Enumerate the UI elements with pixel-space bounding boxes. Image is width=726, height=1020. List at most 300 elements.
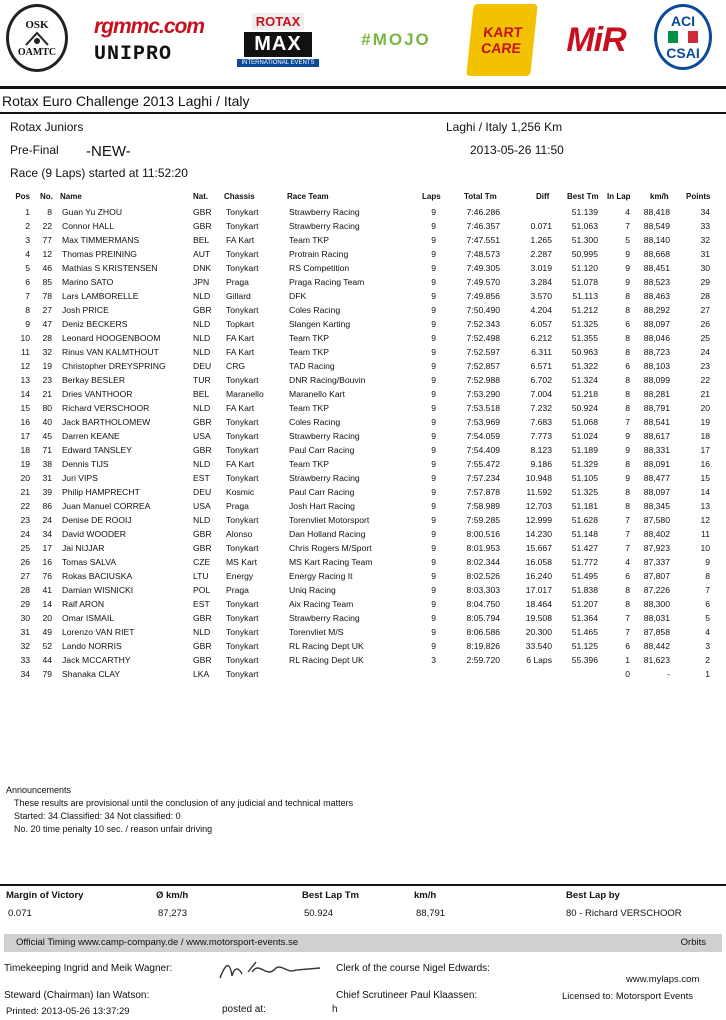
cell-laps: 9 xyxy=(431,543,436,553)
cell-kmh: 88,046 xyxy=(643,333,670,343)
avg-speed-label: Ø km/h xyxy=(156,890,189,901)
cell-no: 44 xyxy=(42,655,52,665)
cell-best: 51.063 xyxy=(571,221,598,231)
cell-best: 51.120 xyxy=(571,263,598,273)
cell-inlap: 9 xyxy=(625,473,630,483)
cell-diff: 4.204 xyxy=(530,305,552,315)
cell-points: 28 xyxy=(700,291,710,301)
cell-points: 23 xyxy=(700,361,710,371)
cell-chassis: Maranello xyxy=(226,389,264,399)
cell-points: 8 xyxy=(705,571,710,581)
cell-pos: 32 xyxy=(20,641,30,651)
cell-team: Maranello Kart xyxy=(289,389,345,399)
cell-inlap: 7 xyxy=(625,613,630,623)
cell-nat: GBR xyxy=(193,655,212,665)
cell-total: 8:01.953 xyxy=(466,543,500,553)
cell-inlap: 7 xyxy=(625,515,630,525)
cell-team: Aix Racing Team xyxy=(289,599,354,609)
cell-kmh: 88,300 xyxy=(643,599,670,609)
cell-laps: 9 xyxy=(431,417,436,427)
cell-pos: 30 xyxy=(20,613,30,623)
cell-pos: 20 xyxy=(20,473,30,483)
clerk-of-course: Clerk of the course Nigel Edwards: xyxy=(336,963,490,974)
cell-nat: NLD xyxy=(193,333,211,343)
cell-team: Strawberry Racing xyxy=(289,473,360,483)
cell-chassis: FA Kart xyxy=(226,459,255,469)
cell-nat: GBR xyxy=(193,445,212,455)
table-row xyxy=(0,220,726,234)
cell-chassis: Kosmic xyxy=(226,487,255,497)
cell-pos: 14 xyxy=(20,389,30,399)
col-diff: Diff xyxy=(536,192,550,201)
cell-team: Slangen Karting xyxy=(289,319,351,329)
steward: Steward (Chairman) Ian Watson: xyxy=(4,990,150,1001)
cell-pos: 16 xyxy=(20,417,30,427)
cell-team: Team TKP xyxy=(289,235,329,245)
cell-team: Team TKP xyxy=(289,403,329,413)
status-new: -NEW- xyxy=(86,143,131,160)
cell-laps: 9 xyxy=(431,599,436,609)
col-kmh: km/h xyxy=(650,192,669,201)
cell-best: 50.995 xyxy=(571,249,598,259)
cell-inlap: 8 xyxy=(625,333,630,343)
cell-nat: JPN xyxy=(193,277,210,287)
best-lap-by-label: Best Lap by xyxy=(566,890,620,901)
cell-inlap: 8 xyxy=(625,375,630,385)
cell-nat: GBR xyxy=(193,305,212,315)
table-row xyxy=(0,248,726,262)
cell-points: 18 xyxy=(700,431,710,441)
cell-best: 51.113 xyxy=(572,291,598,301)
best-lap-by-value: 80 - Richard VERSCHOOR xyxy=(566,908,682,919)
table-row xyxy=(0,318,726,332)
cell-name: Lorenzo VAN RIET xyxy=(62,627,135,637)
cell-nat: DNK xyxy=(193,263,212,273)
cell-chassis: Energy xyxy=(226,571,254,581)
table-row xyxy=(0,388,726,402)
cell-chassis: Tonykart xyxy=(226,655,259,665)
cell-chassis: Tonykart xyxy=(226,221,259,231)
sponsor-logos xyxy=(0,0,726,86)
cell-nat: GBR xyxy=(193,221,212,231)
cell-name: Mathias S KRISTENSEN xyxy=(62,263,158,273)
table-row xyxy=(0,346,726,360)
best-lap-label: Best Lap Tm xyxy=(302,890,360,901)
cell-kmh: 88,418 xyxy=(643,207,670,217)
cell-pos: 17 xyxy=(20,431,30,441)
table-row xyxy=(0,584,726,598)
cell-total: 7:54.059 xyxy=(466,431,500,441)
rotax-logo-text: ROTAX xyxy=(252,13,305,30)
mojo-logo-text: #MOJO xyxy=(361,30,431,49)
cell-team: Coles Racing xyxy=(289,417,341,427)
cell-laps: 3 xyxy=(431,655,436,665)
table-row xyxy=(0,444,726,458)
cell-kmh: 88,617 xyxy=(643,431,670,441)
cell-diff: 12.999 xyxy=(525,515,552,525)
cell-laps: 9 xyxy=(431,235,436,245)
max-logo-text: MAX xyxy=(244,32,311,57)
class-name: Rotax Juniors xyxy=(10,120,84,134)
aci-csai-logo xyxy=(654,4,712,70)
orbits-text: Orbits xyxy=(680,937,706,948)
cell-diff: 17.017 xyxy=(525,585,552,595)
cell-nat: GBR xyxy=(193,641,212,651)
cell-no: 12 xyxy=(42,249,52,259)
cell-inlap: 8 xyxy=(625,599,630,609)
cell-pos: 29 xyxy=(20,599,30,609)
cell-no: 17 xyxy=(42,543,52,553)
announcement-line: Started: 34 Classified: 34 Not classified: 0 xyxy=(14,811,181,821)
cell-name: Marino SATO xyxy=(62,277,114,287)
cell-chassis: Tonykart xyxy=(226,375,259,385)
official-timing-text: Official Timing www.camp-company.de / www.motorsport-events.se xyxy=(16,937,299,948)
cell-kmh: 87,923 xyxy=(643,543,670,553)
cell-points: 3 xyxy=(705,641,710,651)
best-lap-speed-value: 88,791 xyxy=(416,908,446,919)
cell-inlap: 4 xyxy=(625,207,630,217)
cell-name: Juri VIPS xyxy=(62,473,98,483)
cell-team: Praga Racing Team xyxy=(289,277,365,287)
table-row xyxy=(0,528,726,542)
cell-total: 7:50.490 xyxy=(466,305,500,315)
table-row xyxy=(0,374,726,388)
cell-team: Team TKP xyxy=(289,459,329,469)
cell-total: 7:53.518 xyxy=(466,403,500,413)
cell-nat: LTU xyxy=(193,571,209,581)
col-best: Best Tm xyxy=(567,192,599,201)
cell-no: 86 xyxy=(42,501,52,511)
mojo-logo xyxy=(340,4,452,76)
table-row xyxy=(0,360,726,374)
osk-logo-text: OSK xyxy=(25,18,49,31)
cell-inlap: 7 xyxy=(625,627,630,637)
cell-pos: 4 xyxy=(25,249,30,259)
cell-chassis: MS Kart xyxy=(226,557,258,567)
cell-points: 12 xyxy=(700,515,710,525)
table-row xyxy=(0,570,726,584)
cell-team: Team TKP xyxy=(289,333,329,343)
cell-no: 27 xyxy=(42,305,52,315)
cell-no: 40 xyxy=(42,417,52,427)
cell-kmh: 88,099 xyxy=(643,375,670,385)
cell-team: Energy Racing It xyxy=(289,571,353,581)
table-row xyxy=(0,542,726,556)
cell-chassis: FA Kart xyxy=(226,333,255,343)
cell-best: 51.300 xyxy=(571,235,598,245)
cell-laps: 9 xyxy=(431,319,436,329)
table-row xyxy=(0,472,726,486)
cell-points: 25 xyxy=(700,333,710,343)
cell-diff: 14.230 xyxy=(525,529,552,539)
cell-nat: LKA xyxy=(193,669,210,679)
cell-chassis: Tonykart xyxy=(226,305,259,315)
cell-pos: 8 xyxy=(25,305,30,315)
cell-points: 14 xyxy=(700,487,710,497)
cell-no: 34 xyxy=(42,529,52,539)
cell-pos: 11 xyxy=(21,347,30,357)
cell-total: 7:52.988 xyxy=(466,375,500,385)
cell-laps: 9 xyxy=(431,249,436,259)
table-row xyxy=(0,304,726,318)
cell-kmh: 88,281 xyxy=(643,389,670,399)
cell-best: 51.024 xyxy=(571,431,598,441)
cell-chassis: FA Kart xyxy=(226,403,255,413)
cell-total: 7:49.856 xyxy=(466,291,500,301)
cell-pos: 10 xyxy=(20,333,30,343)
cell-team: DFK xyxy=(289,291,307,301)
col-pos: Pos xyxy=(15,192,30,201)
cell-kmh: 87,858 xyxy=(643,627,670,637)
cell-kmh: 88,442 xyxy=(643,641,670,651)
cell-kmh: 88,402 xyxy=(643,529,670,539)
cell-points: 2 xyxy=(705,655,710,665)
posted-at-label: posted at: xyxy=(222,1004,266,1015)
cell-chassis: Gillard xyxy=(226,291,251,301)
mylaps-url: www.mylaps.com xyxy=(626,974,700,985)
cell-best: 50.963 xyxy=(571,347,598,357)
col-inlap: In Lap xyxy=(607,192,631,201)
cell-diff: 3.570 xyxy=(530,291,552,301)
table-row xyxy=(0,332,726,346)
cell-no: 23 xyxy=(42,375,52,385)
cell-name: Josh PRICE xyxy=(62,305,109,315)
rotax-max-challenge-logo xyxy=(232,4,324,76)
cell-pos: 31 xyxy=(20,627,30,637)
cell-total: 8:02.344 xyxy=(466,557,500,567)
table-row xyxy=(0,290,726,304)
cell-nat: TUR xyxy=(193,375,211,385)
cell-chassis: Tonykart xyxy=(226,249,259,259)
cell-nat: AUT xyxy=(193,249,211,259)
cell-diff: 8.123 xyxy=(530,445,552,455)
cell-name: Juan Manuel CORREA xyxy=(62,501,151,511)
cell-name: Edward TANSLEY xyxy=(62,445,132,455)
cell-total: 7:48.573 xyxy=(466,249,500,259)
cell-inlap: 6 xyxy=(625,641,630,651)
cell-best: 51.207 xyxy=(571,599,598,609)
cell-no: 8 xyxy=(47,207,52,217)
cell-diff: 6.311 xyxy=(531,347,552,357)
cell-points: 4 xyxy=(705,627,710,637)
cell-team: Coles Racing xyxy=(289,305,341,315)
cell-nat: NLD xyxy=(193,515,211,525)
cell-inlap: 9 xyxy=(625,263,630,273)
cell-points: 34 xyxy=(700,207,710,217)
cell-name: Christopher DREYSPRING xyxy=(62,361,166,371)
cell-name: David WOODER xyxy=(62,529,126,539)
cell-laps: 9 xyxy=(431,501,436,511)
cell-team: Strawberry Racing xyxy=(289,207,360,217)
race-info: Race (9 Laps) started at 11:52:20 xyxy=(10,166,188,180)
cell-total: 8:06.586 xyxy=(466,627,500,637)
cell-diff: 7.773 xyxy=(530,431,552,441)
cell-nat: GBR xyxy=(193,417,212,427)
cell-chassis: FA Kart xyxy=(226,235,255,245)
osk-oamtc-logo xyxy=(6,4,68,72)
cell-name: Dennis TIJS xyxy=(62,459,109,469)
cell-best: 51.329 xyxy=(571,459,598,469)
cell-chassis: Tonykart xyxy=(226,543,259,553)
margin-label: Margin of Victory xyxy=(6,890,84,901)
official-timing-bar xyxy=(4,934,722,952)
venue: Laghi / Italy 1,256 Km xyxy=(446,120,563,134)
cell-laps: 9 xyxy=(431,473,436,483)
cell-pos: 25 xyxy=(20,543,30,553)
cell-kmh: 88,140 xyxy=(643,235,670,245)
announcement-line: No. 20 time penalty 10 sec. / reason unfair driving xyxy=(14,824,213,834)
cell-points: 17 xyxy=(700,445,710,455)
cell-total: 8:02.526 xyxy=(466,571,500,581)
cell-total: 7:59.285 xyxy=(466,515,500,525)
cell-diff: 11.592 xyxy=(526,487,552,497)
cell-points: 26 xyxy=(700,319,710,329)
cell-diff: 7.232 xyxy=(530,403,552,413)
cell-nat: GBR xyxy=(193,543,212,553)
cell-name: Jai NIJJAR xyxy=(62,543,105,553)
cell-no: 78 xyxy=(42,291,52,301)
cell-nat: DEU xyxy=(193,361,212,371)
aci-logo-text: ACI xyxy=(670,13,696,29)
csai-logo-text: CSAI xyxy=(666,45,700,61)
mir-logo-text: MiR xyxy=(566,20,626,59)
cell-kmh: 87,226 xyxy=(643,585,670,595)
cell-best: 51.324 xyxy=(571,375,598,385)
cell-laps: 9 xyxy=(431,487,436,497)
cell-best: 51.148 xyxy=(571,529,598,539)
cell-total: 7:54.409 xyxy=(466,445,500,455)
cell-laps: 9 xyxy=(431,431,436,441)
cell-pos: 22 xyxy=(20,501,30,511)
cell-team: Strawberry Racing xyxy=(289,221,360,231)
cell-laps: 9 xyxy=(431,641,436,651)
cell-name: Lars LAMBORELLE xyxy=(62,291,139,301)
cell-inlap: 8 xyxy=(625,501,630,511)
cell-laps: 9 xyxy=(431,291,436,301)
table-row xyxy=(0,514,726,528)
cell-inlap: 8 xyxy=(625,585,630,595)
cell-points: 24 xyxy=(700,347,710,357)
table-row xyxy=(0,654,726,668)
cell-no: 16 xyxy=(42,557,52,567)
cell-inlap: 1 xyxy=(625,655,630,665)
cell-kmh: 88,477 xyxy=(643,473,670,483)
cell-pos: 21 xyxy=(20,487,30,497)
cell-inlap: 4 xyxy=(625,557,630,567)
cell-best: 51.139 xyxy=(571,207,598,217)
cell-team: Josh Hart Racing xyxy=(289,501,355,511)
cell-diff: 3.284 xyxy=(530,277,552,287)
cell-laps: 9 xyxy=(431,263,436,273)
cell-diff: 6.702 xyxy=(530,375,552,385)
cell-kmh: 81,623 xyxy=(643,655,670,665)
cell-total: 7:46.286 xyxy=(466,207,500,217)
cell-name: Philip HAMPRECHT xyxy=(62,487,140,497)
cell-chassis: Tonykart xyxy=(226,641,259,651)
cell-best: 51.105 xyxy=(571,473,598,483)
cell-nat: NLD xyxy=(193,319,211,329)
posted-at-value: h xyxy=(332,1004,338,1015)
session-datetime: 2013-05-26 11:50 xyxy=(470,143,564,157)
cell-points: 30 xyxy=(700,263,710,273)
cell-pos: 23 xyxy=(20,515,30,525)
cell-nat: NLD xyxy=(193,403,211,413)
table-row xyxy=(0,416,726,430)
cell-total: 8:19.826 xyxy=(466,641,500,651)
cell-no: 85 xyxy=(42,277,52,287)
cell-nat: GBR xyxy=(193,529,212,539)
cell-inlap: 8 xyxy=(625,347,630,357)
cell-laps: 9 xyxy=(431,333,436,343)
cell-inlap: 0 xyxy=(625,669,630,679)
cell-laps: 9 xyxy=(431,375,436,385)
cell-nat: GBR xyxy=(193,613,212,623)
cell-team: DNR Racing/Bouvin xyxy=(289,375,366,385)
cell-total: 7:47.551 xyxy=(466,235,500,245)
table-row xyxy=(0,598,726,612)
cell-pos: 27 xyxy=(20,571,30,581)
cell-best: 51.181 xyxy=(571,501,598,511)
cell-no: 28 xyxy=(42,333,52,343)
cell-chassis: Tonykart xyxy=(226,445,259,455)
cell-chassis: FA Kart xyxy=(226,347,255,357)
cell-name: Berkay BESLER xyxy=(62,375,126,385)
cell-no: 14 xyxy=(42,599,52,609)
cell-name: Omar ISMAIL xyxy=(62,613,115,623)
cell-pos: 26 xyxy=(20,557,30,567)
cell-laps: 9 xyxy=(431,571,436,581)
cell-points: 20 xyxy=(700,403,710,413)
cell-points: 6 xyxy=(705,599,710,609)
cell-team: Uniq Racing xyxy=(289,585,336,595)
cell-name: Deniz BECKERS xyxy=(62,319,128,329)
cell-total: 7:46.357 xyxy=(466,221,500,231)
cell-pos: 18 xyxy=(20,445,30,455)
cell-laps: 9 xyxy=(431,221,436,231)
cell-inlap: 6 xyxy=(625,319,630,329)
col-team: Race Team xyxy=(287,192,329,201)
cell-points: 5 xyxy=(705,613,710,623)
event-title-bar xyxy=(0,86,726,114)
cell-points: 27 xyxy=(700,305,710,315)
cell-chassis: CRG xyxy=(226,361,246,371)
cell-no: 77 xyxy=(42,235,52,245)
cell-chassis: Tonykart xyxy=(226,431,259,441)
cell-diff: 19.508 xyxy=(525,613,552,623)
cell-pos: 15 xyxy=(20,403,30,413)
table-row xyxy=(0,668,726,682)
cell-total: 2:59.720 xyxy=(466,655,500,665)
table-row xyxy=(0,626,726,640)
cell-diff: 0.071 xyxy=(530,221,552,231)
cell-diff: 6.057 xyxy=(530,319,552,329)
cell-diff: 20.300 xyxy=(525,627,552,637)
rgmmc-logo-text: rgmmc.com xyxy=(94,14,205,38)
cell-team: Dan Holland Racing xyxy=(289,529,366,539)
cell-points: 29 xyxy=(700,277,710,287)
cell-points: 10 xyxy=(700,543,710,553)
cell-no: 80 xyxy=(42,403,52,413)
cell-laps: 9 xyxy=(431,347,436,357)
cell-no: 21 xyxy=(42,389,52,399)
kart-care-logo xyxy=(466,4,538,76)
table-row xyxy=(0,402,726,416)
cell-no: 76 xyxy=(42,571,52,581)
cell-inlap: 7 xyxy=(625,221,630,231)
cell-nat: GBR xyxy=(193,207,212,217)
announcements-heading: Announcements xyxy=(6,785,72,795)
cell-name: Dries VANTHOOR xyxy=(62,389,133,399)
